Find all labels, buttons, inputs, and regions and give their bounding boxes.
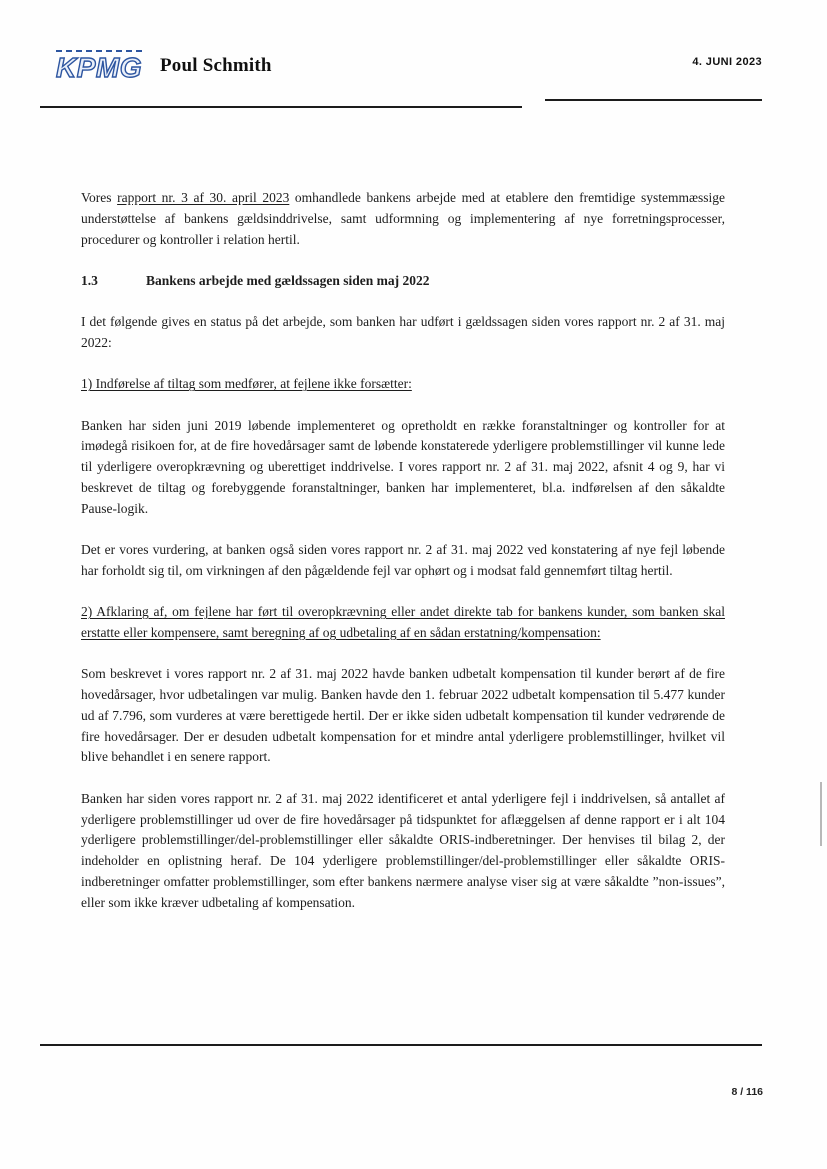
intro-text-pre: Vores: [81, 190, 118, 205]
report-reference: rapport nr. 3 af 30. april 2023: [117, 190, 290, 205]
document-date: 4. JUNI 2023: [692, 56, 762, 68]
kpmg-logo: KPMG: [56, 52, 142, 83]
scan-artifact: [820, 782, 822, 846]
letterhead: [56, 50, 272, 82]
paragraph-additional-issues: Banken har siden vores rapport nr. 2 af 31. maj 2022 identificeret et antal yderligere fejl i inddrivelsen, så antallet af yderligere problemstillinger ud over de fire hovedårsager på tidspunktet for aflæggelsen af denne rapport er i alt 104 yderligere problemstillinger/del-problemstillinger eller såkaldte ORIS-indberetninger. Der henvises til bilag 2, der indeholder en oplistning heraf. De 104 yderligere problemstillinger/del-problemstillinger eller såkaldte ORIS-indberetninger omfatter problemstillinger, som efter bankens nærmere analyse viser sig at være såkaldte ”non-issues”, eller som ikke kræver udbetaling af kompensation.: [81, 790, 725, 910]
paragraph-intro: [81, 188, 725, 250]
footer-rule: [40, 1044, 762, 1046]
page-number: 8 / 116: [731, 1086, 763, 1098]
paragraph-status: I det følgende gives en status på det arbejde, som banken har udført i gældssagen siden vores rapport nr. 2 af 31. maj 2022:: [81, 314, 725, 350]
firm-name: Poul Schmith: [160, 55, 272, 76]
document-body: [81, 188, 725, 934]
section-title: Bankens arbejde med gældssagen siden maj 2022: [146, 272, 430, 288]
subheading-clarification: 2) Afklaring af, om fejlene har ført til overopkrævning eller andet direkte tab for bankens kunder, som banken skal erstatte eller kompensere, samt beregning af og udbetaling af en sådan erstatning/kompensation:: [81, 604, 725, 640]
section-number: 1.3: [81, 272, 98, 288]
header-rule-left: [40, 106, 522, 108]
section-heading: [81, 271, 725, 292]
subheading-measures: 1) Indførelse af tiltag som medfører, at fejlene ikke forsætter:: [81, 376, 412, 392]
intro-text-post: omhandlede bankens arbejde med at etablere den fremtidige systemmæssige understøttelse af bankens gældsinddrivelse, samt udformning og implementering af nye forretningsprocesser, procedurer og kontroller i relation hertil.: [81, 190, 725, 247]
paragraph-compensation: Som beskrevet i vores rapport nr. 2 af 31. maj 2022 havde banken udbetalt kompensation til kunder berørt af de fire hovedårsager, hvor udbetalingen var mulig. Banken havde den 1. februar 2022 udbetalt kompensation til 5.477 kunder ud af 7.796, som vurderes at være berettigede hertil. Der er ikke siden udbetalt kompensation til kunder vedrørende de fire hovedårsager. Der er desuden udbetalt kompensation for et mindre antal yderligere problemstillinger, hvilket vil blive behandlet i en senere rapport.: [81, 666, 725, 765]
paragraph-assessment: Det er vores vurdering, at banken også siden vores rapport nr. 2 af 31. maj 2022 ved konstatering af nye fejl løbende har forholdt sig til, om virkningen af den pågældende fejl var ophørt og i modsat fald gennemført tiltag hertil.: [81, 542, 725, 578]
header-rule-right: [545, 99, 762, 101]
paragraph-measures: Banken har siden juni 2019 løbende implementeret og opretholdt en række foranstaltninger og kontroller for at imødegå risikoen for, at de fire hovedårsager samt de løbende konstaterede yderligere problemstillinger vil kunne lede til yderligere overopkrævning og uberettiget inddrivelse. I vores rapport nr. 2 af 31. maj 2022, afsnit 4 og 9, har vi beskrevet de tiltag og forebyggende foranstaltninger, banken har implementeret, bl.a. indførelsen af den såkaldte Pause-logik.: [81, 417, 725, 516]
